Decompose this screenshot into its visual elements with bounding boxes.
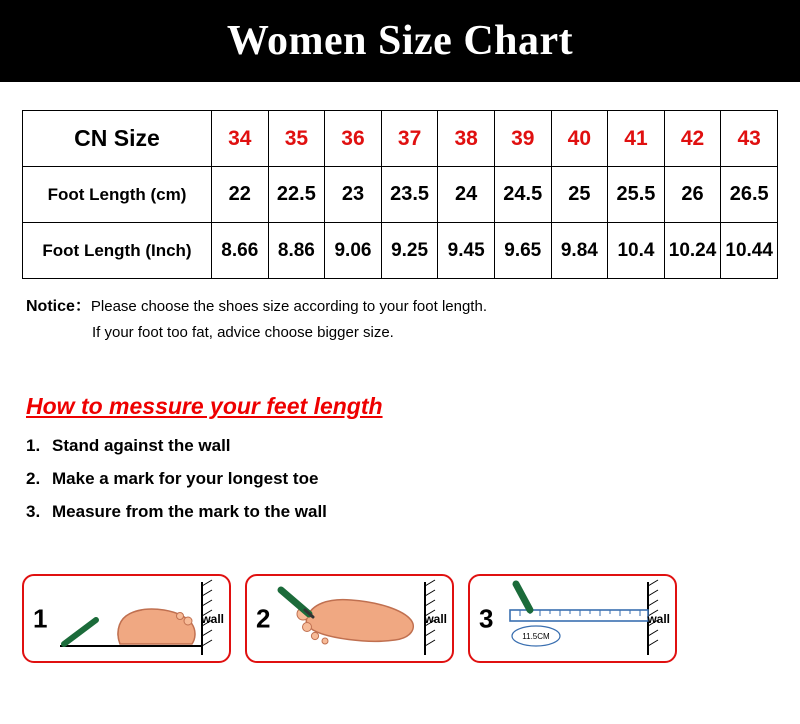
cell-cn-37: 37 xyxy=(381,111,438,167)
howto-steps-list xyxy=(0,436,800,522)
cell-cn-40: 40 xyxy=(551,111,608,167)
cell-cn-41: 41 xyxy=(608,111,665,167)
cell-cm-40: 25 xyxy=(551,167,608,223)
cell-inch-35: 8.86 xyxy=(268,223,325,279)
cell-cn-43: 43 xyxy=(721,111,778,167)
notice-block xyxy=(26,293,800,341)
measure-ruler-icon xyxy=(470,576,675,661)
cell-cm-43: 26.5 xyxy=(721,167,778,223)
cell-cm-37: 23.5 xyxy=(381,167,438,223)
table-row xyxy=(23,223,778,279)
row-header-foot-length-inch: Foot Length (Inch) xyxy=(23,223,212,279)
table-row xyxy=(23,167,778,223)
illustration-panel-1 xyxy=(22,574,231,663)
cell-cn-38: 38 xyxy=(438,111,495,167)
foot-against-wall-icon xyxy=(24,576,229,661)
list-item: Stand against the wall xyxy=(52,436,231,455)
illustration-panels xyxy=(22,574,677,663)
cell-inch-34: 8.66 xyxy=(212,223,269,279)
panel-step-number-2: 2 xyxy=(256,603,271,633)
size-chart-table xyxy=(22,110,778,279)
cell-cm-35: 22.5 xyxy=(268,167,325,223)
cell-cn-36: 36 xyxy=(325,111,382,167)
cell-inch-36: 9.06 xyxy=(325,223,382,279)
row-header-foot-length-cm: Foot Length (cm) xyxy=(23,167,212,223)
notice-label: Notice： xyxy=(26,298,91,315)
cell-inch-41: 10.4 xyxy=(608,223,665,279)
ruler-measure-label: 11.5CM xyxy=(522,632,550,641)
table-row xyxy=(23,111,778,167)
cell-inch-40: 9.84 xyxy=(551,223,608,279)
mark-toe-icon xyxy=(247,576,452,661)
cell-cm-38: 24 xyxy=(438,167,495,223)
notice-line-1: Please choose the shoes size according to your foot length. xyxy=(90,298,487,315)
page-title: Women Size Chart xyxy=(226,18,574,64)
panel-wall-label-1: wall xyxy=(201,611,224,626)
cell-inch-37: 9.25 xyxy=(381,223,438,279)
cell-cn-39: 39 xyxy=(494,111,551,167)
illustration-panel-3 xyxy=(468,574,677,663)
panel-wall-label-2: wall xyxy=(424,611,447,626)
cell-cn-42: 42 xyxy=(664,111,721,167)
cell-cm-42: 26 xyxy=(664,167,721,223)
cell-cm-36: 23 xyxy=(325,167,382,223)
row-header-cn-size: CN Size xyxy=(23,111,212,167)
panel-step-number-3: 3 xyxy=(479,603,494,633)
illustration-panel-2 xyxy=(245,574,454,663)
cell-inch-42: 10.24 xyxy=(664,223,721,279)
size-chart-table-wrapper xyxy=(22,110,778,279)
cell-cm-41: 25.5 xyxy=(608,167,665,223)
cell-cn-34: 34 xyxy=(212,111,269,167)
cell-inch-39: 9.65 xyxy=(494,223,551,279)
cell-cn-35: 35 xyxy=(268,111,325,167)
title-banner xyxy=(0,0,800,82)
list-item: Measure from the mark to the wall xyxy=(52,502,327,521)
howto-heading: How to messure your feet length xyxy=(26,393,383,419)
notice-line-2: If your foot too fat, advice choose bigger size. xyxy=(92,324,394,341)
panel-wall-label-3: wall xyxy=(647,611,670,626)
cell-cm-34: 22 xyxy=(212,167,269,223)
cell-inch-38: 9.45 xyxy=(438,223,495,279)
cell-inch-43: 10.44 xyxy=(721,223,778,279)
cell-cm-39: 24.5 xyxy=(494,167,551,223)
panel-step-number-1: 1 xyxy=(33,603,48,633)
list-item: Make a mark for your longest toe xyxy=(52,469,319,488)
